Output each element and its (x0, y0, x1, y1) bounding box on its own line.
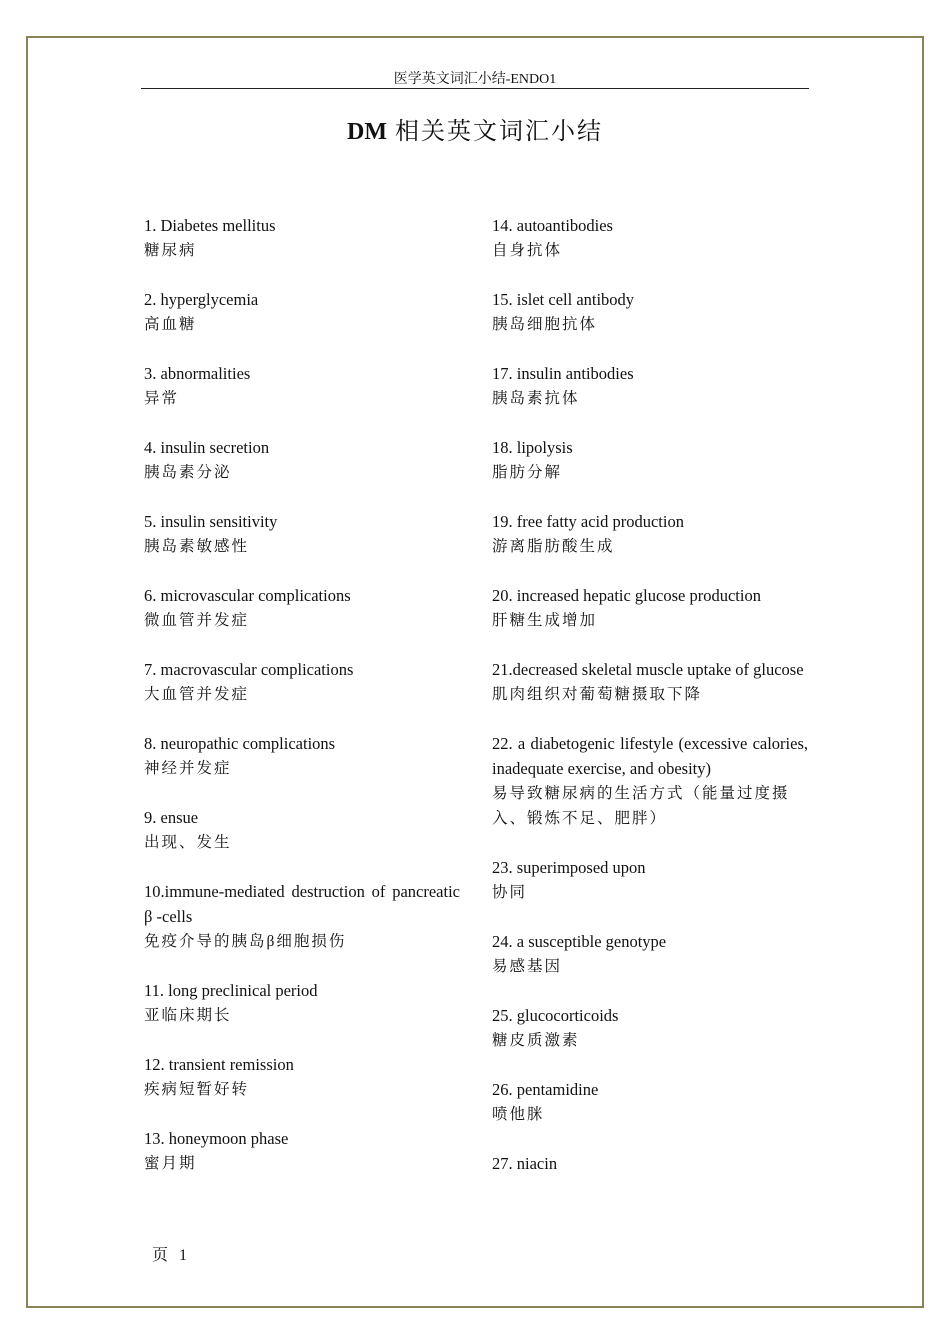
vocab-entry (144, 509, 460, 559)
vocab-chinese-translation: 喷他脒 (492, 1106, 545, 1123)
vocab-english-term: 1. Diabetes mellitus (144, 216, 276, 235)
vocab-entry (492, 657, 808, 707)
running-header: 医学英文词汇小结-ENDO1 (393, 72, 557, 87)
vocab-english-term: 21.decreased skeletal muscle uptake of glucose (492, 660, 804, 679)
vocab-english-term: 24. a susceptible genotype (492, 932, 667, 951)
vocab-english-term: 7. macrovascular complications (144, 660, 354, 679)
vocab-entry (492, 1003, 808, 1053)
page-title (141, 116, 809, 148)
vocab-chinese-translation: 出现、发生 (144, 834, 232, 851)
vocab-english-term: 26. pentamidine (492, 1080, 599, 1099)
vocab-english-term: 4. insulin secretion (144, 438, 270, 457)
vocab-entry (144, 805, 460, 855)
vocab-entry (492, 855, 808, 905)
vocab-entry (144, 978, 460, 1028)
vocab-english-term: 19. free fatty acid production (492, 512, 684, 531)
vocab-chinese-translation: 高血糖 (144, 316, 197, 333)
vocab-english-term: 10.immune-mediated destruction of pancreatic β -cells (144, 882, 460, 926)
vocab-entry (144, 213, 460, 263)
vocab-entry (144, 879, 460, 954)
vocab-entry (144, 731, 460, 781)
vocab-entry (492, 731, 808, 831)
vocab-english-term: 15. islet cell antibody (492, 290, 635, 309)
vocab-english-term: 3. abnormalities (144, 364, 251, 383)
vocab-entry (144, 657, 460, 707)
vocab-english-term: 9. ensue (144, 808, 199, 827)
vocab-chinese-translation: 易导致糖尿病的生活方式（能量过度摄入、锻炼不足、肥胖） (492, 785, 790, 827)
vocab-chinese-translation: 脂肪分解 (492, 464, 563, 481)
vocab-chinese-translation: 糖皮质激素 (492, 1032, 580, 1049)
vocab-english-term: 6. microvascular complications (144, 586, 351, 605)
vocab-chinese-translation: 自身抗体 (492, 242, 563, 259)
vocab-english-term: 13. honeymoon phase (144, 1129, 289, 1148)
vocab-entry (144, 1126, 460, 1176)
vocab-chinese-translation: 蜜月期 (144, 1155, 197, 1172)
vocab-chinese-translation: 糖尿病 (144, 242, 197, 259)
page-footer (152, 1244, 188, 1268)
vocab-chinese-translation: 大血管并发症 (144, 686, 250, 703)
vocab-chinese-translation: 免疫介导的胰岛β细胞损伤 (144, 933, 347, 950)
vocab-entry (144, 583, 460, 633)
vocab-chinese-translation: 亚临床期长 (144, 1007, 232, 1024)
vocab-chinese-translation: 易感基因 (492, 958, 563, 975)
vocab-entry (144, 361, 460, 411)
vocab-english-term: 27. niacin (492, 1154, 558, 1173)
header-rule (141, 88, 809, 89)
vocab-chinese-translation: 肝糖生成增加 (492, 612, 598, 629)
right-column (492, 213, 808, 1200)
vocab-entry (144, 287, 460, 337)
vocab-entry (492, 361, 808, 411)
vocab-chinese-translation: 游离脂肪酸生成 (492, 538, 615, 555)
vocab-english-term: 23. superimposed upon (492, 858, 646, 877)
vocab-chinese-translation: 异常 (144, 390, 180, 407)
vocab-english-term: 2. hyperglycemia (144, 290, 259, 309)
vocab-entry (492, 509, 808, 559)
vocab-english-term: 11. long preclinical period (144, 981, 318, 1000)
vocab-english-term: 8. neuropathic complications (144, 734, 336, 753)
vocab-english-term: 17. insulin antibodies (492, 364, 634, 383)
vocab-entry (492, 213, 808, 263)
vocab-english-term: 20. increased hepatic glucose production (492, 586, 761, 605)
vocab-chinese-translation: 胰岛细胞抗体 (492, 316, 598, 333)
vocab-english-term: 22. a diabetogenic lifestyle (excessive calories, inadequate exercise, and obesity) (492, 734, 808, 778)
vocab-chinese-translation: 微血管并发症 (144, 612, 250, 629)
vocab-entry (492, 583, 808, 633)
vocab-chinese-translation: 神经并发症 (144, 760, 232, 777)
title-rest: 相关英文词汇小结 (386, 119, 603, 145)
page-number: 1 (179, 1247, 189, 1264)
vocab-entry (492, 435, 808, 485)
vocab-entry (144, 1052, 460, 1102)
vocab-chinese-translation: 协同 (492, 884, 528, 901)
vocab-entry (492, 287, 808, 337)
vocab-chinese-translation: 胰岛素敏感性 (144, 538, 250, 555)
left-column (144, 213, 460, 1200)
vocab-chinese-translation: 胰岛素分泌 (144, 464, 232, 481)
title-prefix: DM (347, 119, 387, 145)
vocab-chinese-translation: 肌肉组织对葡萄糖摄取下降 (492, 686, 703, 703)
vocab-chinese-translation: 疾病短暂好转 (144, 1081, 250, 1098)
vocab-entry (144, 435, 460, 485)
vocab-english-term: 14. autoantibodies (492, 216, 613, 235)
vocab-entry (492, 1077, 808, 1127)
vocab-entry (492, 929, 808, 979)
vocab-english-term: 25. glucocorticoids (492, 1006, 619, 1025)
vocab-entry (492, 1151, 808, 1176)
page-label: 页 (152, 1247, 170, 1264)
vocab-english-term: 18. lipolysis (492, 438, 573, 457)
vocab-english-term: 5. insulin sensitivity (144, 512, 278, 531)
vocab-chinese-translation: 胰岛素抗体 (492, 390, 580, 407)
vocab-english-term: 12. transient remission (144, 1055, 294, 1074)
